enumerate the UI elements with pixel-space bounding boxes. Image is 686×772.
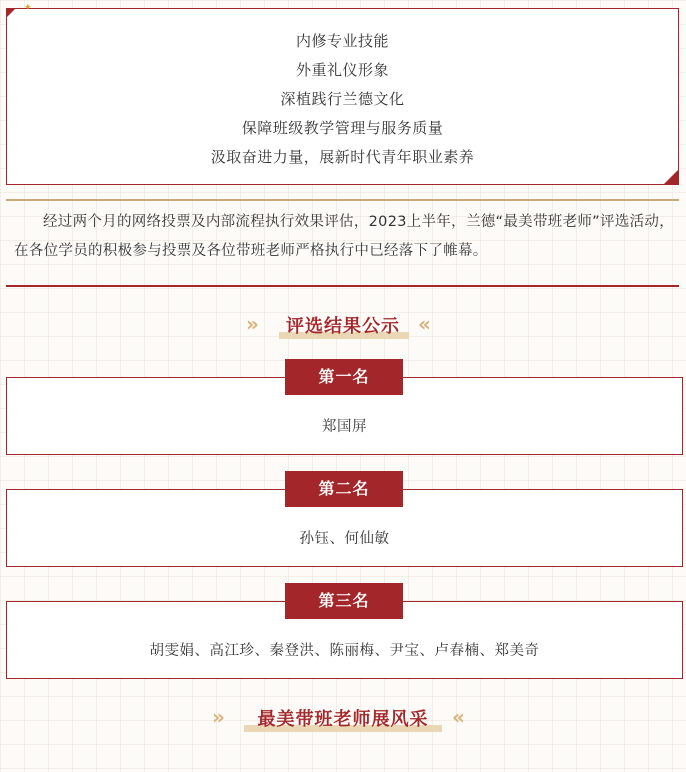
chevron-left-icon: «	[418, 312, 424, 336]
rank-label: 第一名	[285, 359, 403, 395]
motto-line: 内修专业技能	[295, 32, 389, 50]
rank-names: 胡雯娟、高江珍、秦登洪、陈丽梅、尹宝、卢春楠、郑美奇	[149, 643, 540, 659]
rank-names: 郑国屏	[322, 419, 367, 435]
divider	[6, 199, 679, 201]
section-title: 最美带班老师展风采	[257, 709, 429, 730]
divider	[6, 285, 679, 287]
section-title: 评选结果公示	[286, 316, 400, 337]
chevron-right-icon: »	[212, 705, 218, 729]
motto-line: 外重礼仪形象	[295, 61, 389, 79]
motto-line: 汲取奋进力量，展新时代青年职业素养	[210, 148, 475, 166]
motto-box	[6, 3, 679, 185]
intro-paragraph: 经过两个月的网络投票及内部流程执行效果评估，2023上半年，兰德“最美带班老师”评选活动，在各位学员的积极参与投票及各位带班老师严格执行中已经落下了帷幕。	[14, 214, 674, 259]
rank-label: 第二名	[285, 471, 403, 507]
motto-line: 保障班级教学管理与服务质量	[241, 119, 444, 137]
rank-label: 第三名	[285, 583, 403, 619]
corner-decoration	[663, 169, 679, 185]
corner-decoration	[6, 8, 16, 18]
rank-names: 孙钰、何仙敏	[299, 531, 390, 547]
chevron-right-icon: »	[246, 312, 252, 336]
results-heading	[0, 312, 686, 342]
motto-line: 深植践行兰德文化	[280, 90, 405, 108]
sparkle-icon: ✦	[24, 3, 32, 13]
chevron-left-icon: «	[452, 705, 458, 729]
showcase-heading	[0, 705, 686, 735]
